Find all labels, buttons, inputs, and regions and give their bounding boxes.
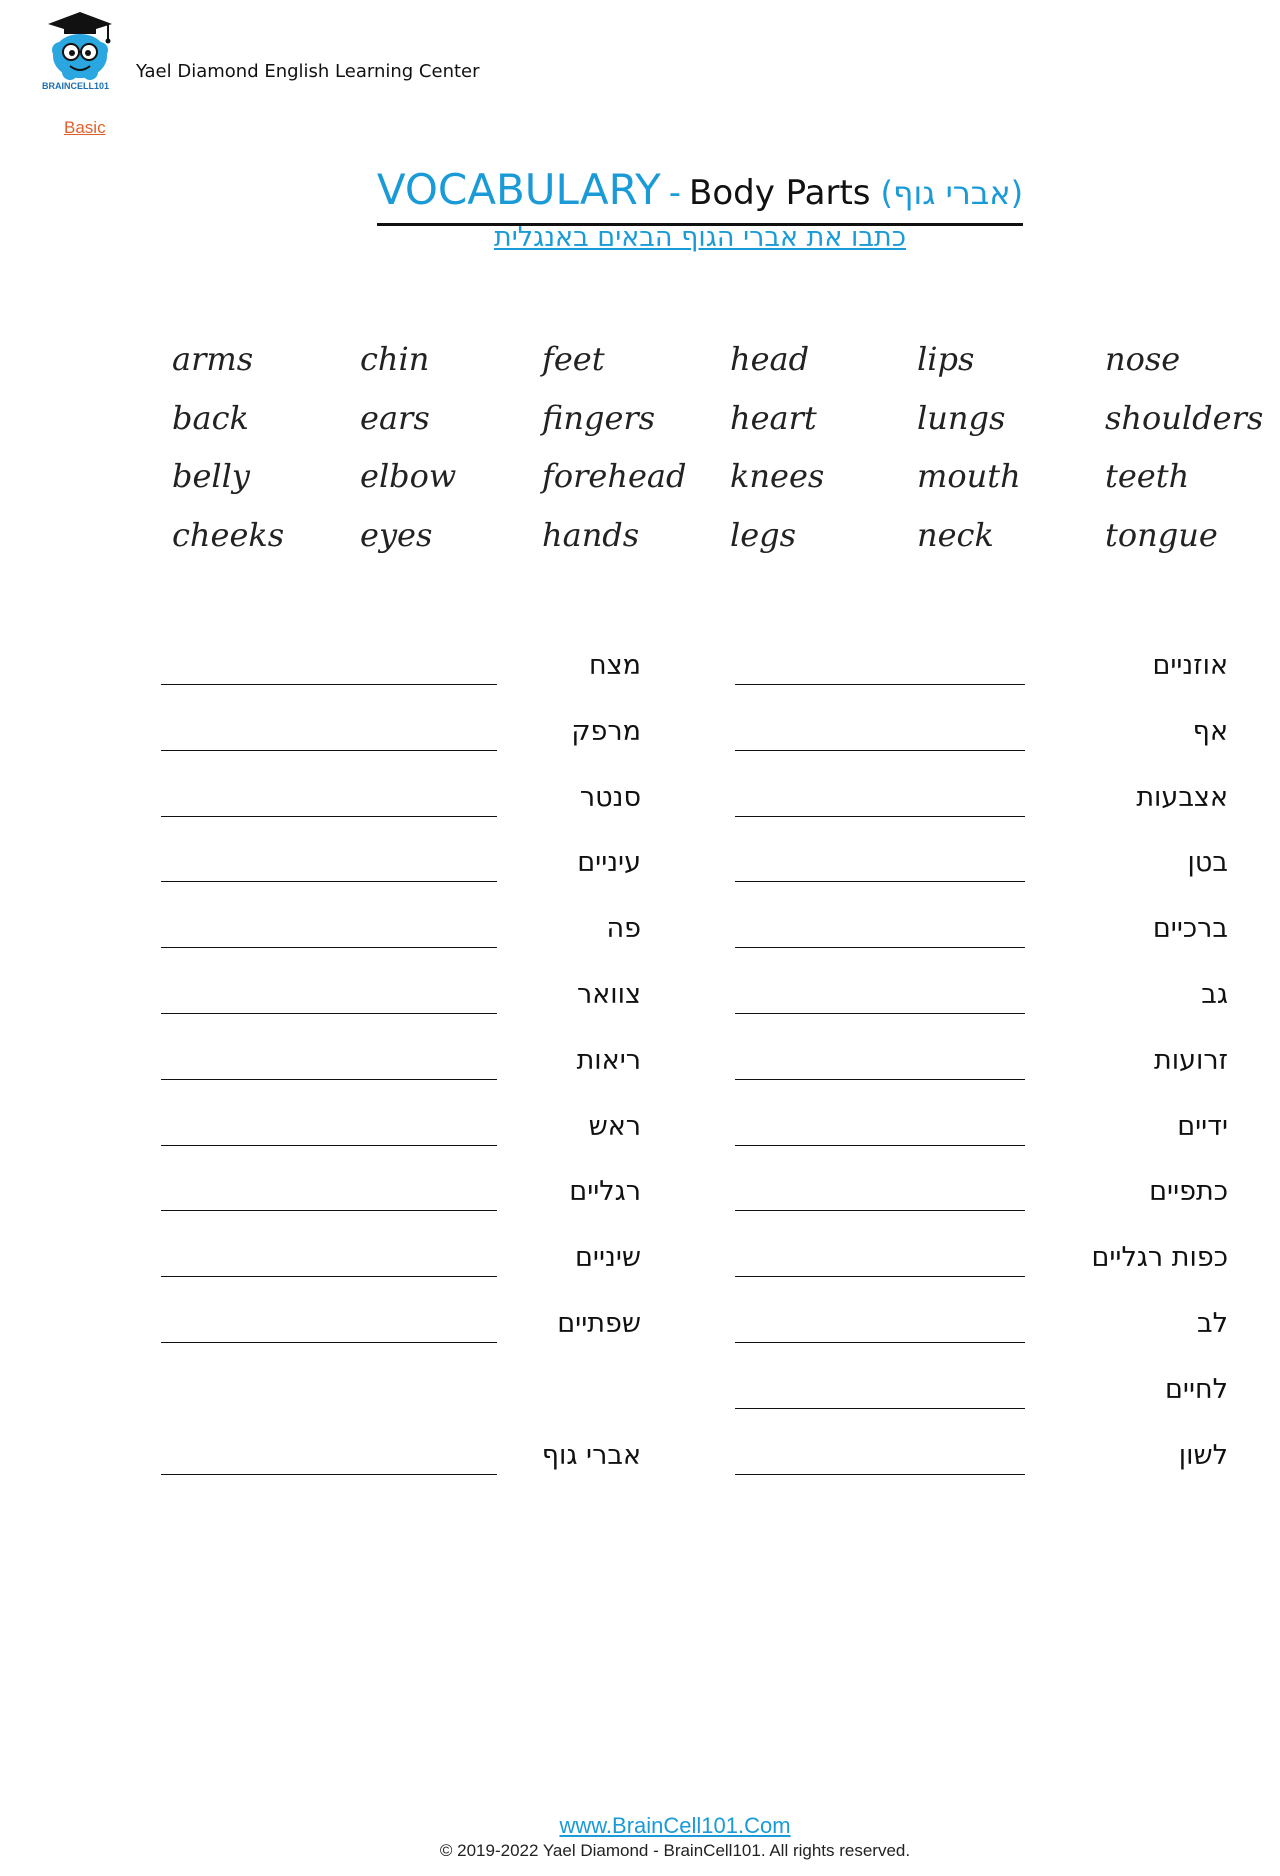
- word-bank-item: tongue: [1105, 515, 1218, 554]
- word-bank-item: mouth: [917, 457, 1021, 495]
- word-bank-column: [730, 330, 910, 564]
- exercise-row: [0, 1430, 1280, 1490]
- brand-header: [40, 10, 480, 90]
- answer-line[interactable]: [161, 1079, 497, 1080]
- exercise-row: [0, 1035, 1280, 1095]
- hebrew-word: שיניים: [575, 1242, 641, 1274]
- exercise-row: [0, 969, 1280, 1029]
- word-bank-item: heart: [730, 398, 817, 437]
- answer-line[interactable]: [161, 1342, 497, 1343]
- hebrew-word: ידיים: [1177, 1110, 1228, 1142]
- hebrew-word: זרועות: [1154, 1044, 1228, 1076]
- answer-line[interactable]: [161, 750, 497, 751]
- title-dash: -: [668, 173, 682, 213]
- word-bank-item: eyes: [360, 515, 433, 554]
- footer: [0, 1812, 1280, 1862]
- hebrew-word: אוזניים: [1152, 650, 1228, 681]
- level-link[interactable]: Basic: [64, 118, 106, 137]
- website-link[interactable]: www.BrainCell101.Com: [559, 1813, 791, 1838]
- hebrew-word: לב: [1197, 1308, 1228, 1339]
- exercise-row: [0, 706, 1280, 766]
- exercise-row: [0, 1166, 1280, 1226]
- word-bank-item: belly: [172, 457, 250, 495]
- word-bank-item: cheeks: [172, 515, 285, 554]
- hebrew-word: אצבעות: [1136, 781, 1228, 813]
- answer-line[interactable]: [161, 881, 497, 882]
- hebrew-word: ברכיים: [1152, 913, 1228, 945]
- word-bank-column: [172, 330, 352, 564]
- hebrew-word: ראש: [588, 1110, 641, 1142]
- word-bank-item: chin: [360, 340, 430, 378]
- word-bank-item: lungs: [917, 398, 1006, 437]
- word-bank-item: hands: [542, 515, 640, 554]
- word-bank-item: forehead: [542, 457, 687, 495]
- answer-line[interactable]: [735, 1408, 1025, 1409]
- exercise-row: [0, 1298, 1280, 1358]
- word-bank-column: [542, 330, 722, 564]
- word-bank-column: [917, 330, 1097, 564]
- hebrew-word: אברי גוף: [541, 1439, 641, 1471]
- translation-exercise: [0, 640, 1280, 1500]
- hebrew-word: כתפיים: [1149, 1176, 1228, 1208]
- hebrew-word: גב: [1201, 979, 1228, 1010]
- word-bank-item: legs: [730, 515, 797, 554]
- hebrew-word: אף: [1192, 715, 1228, 747]
- word-bank-item: ears: [360, 398, 430, 437]
- word-bank-item: shoulders: [1105, 398, 1264, 437]
- answer-line[interactable]: [161, 816, 497, 817]
- answer-line[interactable]: [161, 1145, 497, 1146]
- answer-line[interactable]: [161, 1276, 497, 1277]
- title-topic: Body Parts: [689, 173, 871, 213]
- title-hebrew: (אברי גוף): [880, 174, 1024, 212]
- title-area: [0, 166, 1280, 226]
- hebrew-word: מרפק: [571, 715, 641, 747]
- hebrew-word: לשון: [1178, 1439, 1228, 1471]
- word-bank: [172, 330, 1262, 570]
- hebrew-word: רגליים: [569, 1176, 641, 1208]
- answer-line[interactable]: [161, 1013, 497, 1014]
- instructions-subtitle: כתבו את אברי הגוף הבאים באנגלית: [493, 222, 906, 253]
- word-bank-item: knees: [730, 457, 825, 495]
- hebrew-word: כפות רגליים: [1091, 1242, 1228, 1274]
- word-bank-item: fingers: [542, 398, 656, 437]
- hebrew-word: פה: [606, 913, 641, 945]
- word-bank-item: feet: [542, 340, 605, 378]
- page-title: [377, 166, 1023, 226]
- exercise-row: [0, 640, 1280, 700]
- word-bank-column: [360, 330, 540, 564]
- title-vocabulary: VOCABULARY: [376, 165, 661, 214]
- hebrew-word: שפתיים: [557, 1308, 641, 1339]
- hebrew-word: צוואר: [576, 979, 641, 1010]
- word-bank-item: back: [172, 398, 249, 437]
- subtitle-area: [0, 222, 1280, 253]
- word-bank-item: lips: [917, 340, 975, 378]
- exercise-row: [0, 1364, 1280, 1424]
- svg-text:BRAINCELL101: BRAINCELL101: [42, 81, 110, 90]
- hebrew-word: בטן: [1187, 847, 1228, 879]
- answer-line[interactable]: [161, 1474, 497, 1475]
- exercise-row: [0, 837, 1280, 897]
- answer-line[interactable]: [161, 947, 497, 948]
- word-bank-item: elbow: [360, 457, 457, 495]
- exercise-row: [0, 1232, 1280, 1292]
- hebrew-word: סנטר: [579, 781, 641, 813]
- hebrew-word: ריאות: [576, 1044, 641, 1076]
- word-bank-item: neck: [917, 515, 994, 554]
- hebrew-word: עיניים: [577, 847, 641, 879]
- answer-line[interactable]: [161, 1210, 497, 1211]
- hebrew-word: לחיים: [1165, 1373, 1228, 1405]
- braincell-logo-icon: [40, 10, 118, 90]
- brand-name: Yael Diamond English Learning Center: [136, 61, 480, 82]
- word-bank-item: head: [730, 340, 810, 378]
- exercise-row: [0, 1101, 1280, 1161]
- word-bank-column: [1105, 330, 1280, 564]
- copyright-text: © 2019-2022 Yael Diamond - BrainCell101. All rights reserved.: [439, 1841, 911, 1860]
- word-bank-item: nose: [1105, 340, 1181, 378]
- answer-line[interactable]: [161, 684, 497, 685]
- word-bank-item: teeth: [1105, 457, 1190, 495]
- exercise-row: [0, 772, 1280, 832]
- hebrew-word: מצח: [589, 650, 641, 681]
- word-bank-item: arms: [172, 340, 254, 378]
- exercise-row: [0, 903, 1280, 963]
